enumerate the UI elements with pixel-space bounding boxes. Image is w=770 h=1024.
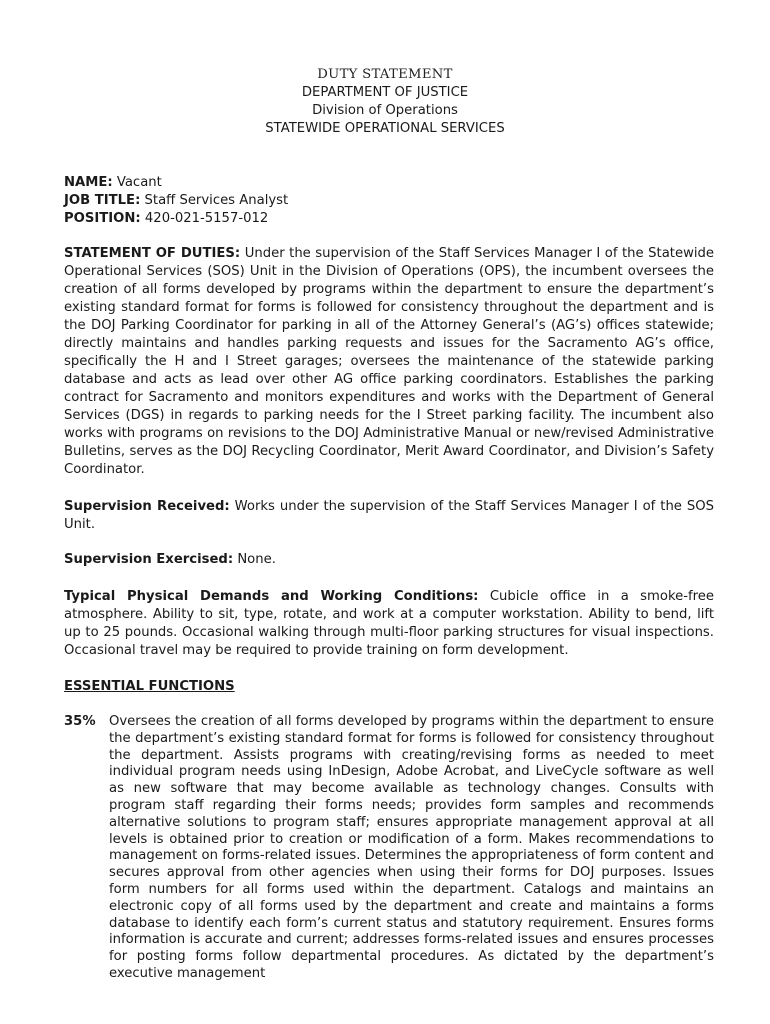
job-title-value: Staff Services Analyst — [144, 193, 289, 208]
unit-name: STATEWIDE OPERATIONAL SERVICES — [265, 121, 505, 136]
position-value: 420-021-5157-012 — [144, 211, 269, 226]
supervision-received — [64, 498, 714, 534]
supervision-received-text: Works under the supervision of the Staff Services Manager I of the SOS Unit. — [64, 499, 714, 532]
essential-function-item — [64, 714, 714, 983]
supervision-received-label: Supervision Received: — [64, 499, 230, 514]
essential-functions-heading: ESSENTIAL FUNCTIONS — [64, 679, 235, 694]
statement-of-duties — [64, 245, 714, 479]
document-header — [0, 66, 770, 138]
document-title: DUTY STATEMENT — [317, 67, 453, 82]
name-label: NAME: — [64, 175, 113, 190]
function-description: Oversees the creation of all forms developed by programs within the department to ensure the department’s existing standard format for forms is followed for consistency throughout the department. Assists programs with creating/revising forms as needed to meet individual program needs using InDesign, Adobe Acrobat, and LiveCycle software as well as new software that may become available as technology changes. Consults with program staff regarding their forms needs; provides form samples and recommends alternative solutions to program staff; ensures appropriate management approval at all levels is obtained prior to creation or modification of a form. Makes recommendations to management on forms-related issues. Determines the appropriateness of form content and secures approval from other agencies when using their forms for DOJ purposes. Issues form numbers for all forms used within the department. Catalogs and maintains an electronic copy of all forms used by the department and create and maintains a forms database to identify each form’s current status and statutory requirement. Ensures forms information is accurate and current; addresses forms-related issues and ensures processes for posting forms follow departmental procedures. As dictated by the department’s executive management — [109, 714, 714, 981]
job-title-label: JOB TITLE: — [64, 193, 141, 208]
name-value: Vacant — [116, 175, 162, 190]
duties-label: STATEMENT OF DUTIES: — [64, 246, 241, 261]
function-percent: 35% — [64, 714, 96, 729]
position-label: POSITION: — [64, 211, 141, 226]
physical-demands — [64, 588, 714, 660]
department-name: DEPARTMENT OF JUSTICE — [301, 85, 469, 100]
position-field — [64, 210, 714, 228]
job-title-field — [64, 192, 714, 210]
name-field — [64, 174, 714, 192]
division-name: Division of Operations — [312, 103, 458, 118]
duties-text: Under the supervision of the Staff Services Manager I of the Statewide Operational Services (SOS) Unit in the Division of Operations (OPS), the incumbent oversees the creation of all forms developed by programs within the department to ensure the department’s existing standard format for forms is followed for consistency throughout the department and is the DOJ Parking Coordinator for parking in all of the Attorney General’s (AG’s) offices statewide; directly maintains and handles parking requests and issues for the Sacramento AG’s office, specifically the H and I Street garages; oversees the maintenance of the statewide parking database and acts as lead over other AG office parking coordinators. Establishes the parking contract for Sacramento and monitors expenditures and works with the Department of General Services (DGS) in regards to parking needs for the I Street parking facility. The incumbent also works with programs on revisions to the DOJ Administrative Manual or new/revised Administrative Bulletins, serves as the DOJ Recycling Coordinator, Merit Award Coordinator, and Division’s Safety Coordinator. — [64, 246, 714, 477]
position-fields — [64, 174, 714, 228]
supervision-exercised-text: None. — [237, 552, 276, 567]
supervision-exercised — [64, 551, 714, 569]
physical-demands-text: Cubicle office in a smoke-free atmosphere. Ability to sit, type, rotate, and work at a computer workstation. Ability to bend, lift up to 25 pounds. Occasional walking through multi-floor parking structures for visual inspections. Occasional travel may be required to provide training on form development. — [64, 589, 714, 658]
physical-demands-label: Typical Physical Demands and Working Conditions: — [64, 589, 479, 604]
supervision-exercised-label: Supervision Exercised: — [64, 552, 234, 567]
